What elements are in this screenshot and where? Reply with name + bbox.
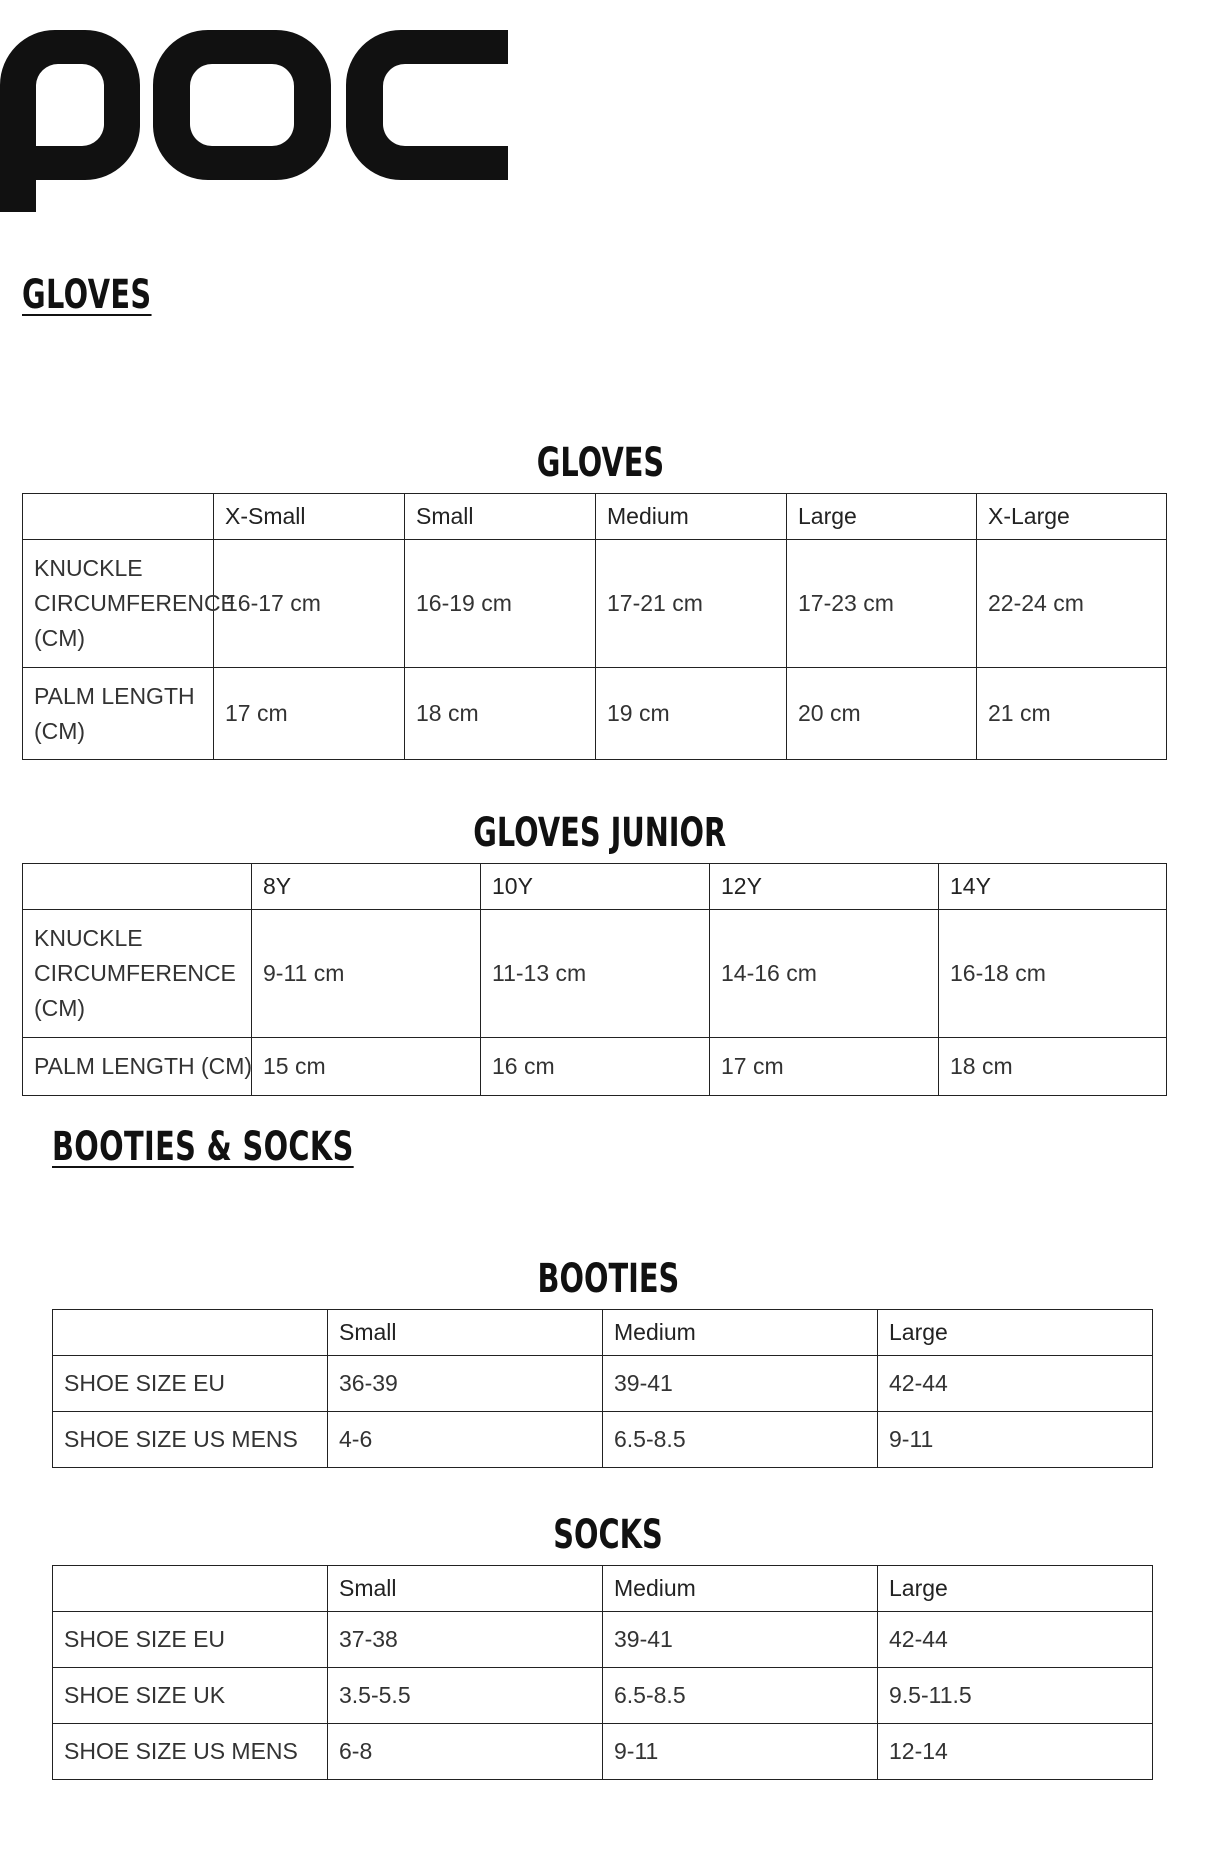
column-header: 14Y — [939, 864, 1167, 910]
gloves-size-table — [22, 493, 1167, 760]
table-row — [23, 540, 1167, 668]
table-cell: 9-11 — [603, 1724, 878, 1780]
section-heading-gloves: GLOVES — [22, 272, 152, 318]
column-header: X-Small — [214, 494, 405, 540]
column-header: Medium — [603, 1566, 878, 1612]
row-label: SHOE SIZE US MENS — [53, 1724, 328, 1780]
row-label: KNUCKLE CIRCUMFERENCE (CM) — [23, 540, 214, 668]
column-header: Large — [787, 494, 977, 540]
table-cell: 37-38 — [328, 1612, 603, 1668]
column-header: Medium — [596, 494, 787, 540]
table-title-gloves-junior-text: GLOVES JUNIOR — [473, 810, 727, 856]
table-cell: 6-8 — [328, 1724, 603, 1780]
row-label: PALM LENGTH (CM) — [23, 668, 214, 760]
header-empty-cell — [23, 494, 214, 540]
table-cell: 19 cm — [596, 668, 787, 760]
column-header: 12Y — [710, 864, 939, 910]
table-row — [53, 1668, 1153, 1724]
table-cell: 12-14 — [878, 1724, 1153, 1780]
column-header: 8Y — [252, 864, 481, 910]
table-cell: 6.5-8.5 — [603, 1668, 878, 1724]
table-cell: 17-23 cm — [787, 540, 977, 668]
header-empty-cell — [53, 1310, 328, 1356]
table-cell: 16 cm — [481, 1038, 710, 1096]
table-cell: 17-21 cm — [596, 540, 787, 668]
section-heading-booties-socks: BOOTIES & SOCKS — [52, 1124, 354, 1170]
table-header-row — [53, 1566, 1153, 1612]
table-cell: 14-16 cm — [710, 910, 939, 1038]
table-title-gloves-text: GLOVES — [536, 440, 664, 486]
table-title-socks-text: SOCKS — [553, 1512, 663, 1558]
table-title-gloves — [0, 440, 1200, 486]
column-header: Small — [328, 1566, 603, 1612]
table-cell: 6.5-8.5 — [603, 1412, 878, 1468]
table-header-row — [53, 1310, 1153, 1356]
table-cell: 21 cm — [977, 668, 1167, 760]
row-label: SHOE SIZE EU — [53, 1356, 328, 1412]
table-title-booties-text: BOOTIES — [537, 1256, 679, 1302]
table-row — [23, 668, 1167, 760]
table-row — [23, 910, 1167, 1038]
table-cell: 36-39 — [328, 1356, 603, 1412]
table-cell: 42-44 — [878, 1612, 1153, 1668]
table-cell: 18 cm — [939, 1038, 1167, 1096]
table-cell: 15 cm — [252, 1038, 481, 1096]
poc-logo — [0, 30, 520, 220]
table-header-row — [23, 864, 1167, 910]
column-header: Large — [878, 1310, 1153, 1356]
table-title-gloves-junior — [0, 810, 1200, 856]
column-header: Small — [405, 494, 596, 540]
row-label: KNUCKLE CIRCUMFERENCE (CM) — [23, 910, 252, 1038]
table-cell: 39-41 — [603, 1356, 878, 1412]
logo-letter-p — [0, 30, 140, 212]
table-row — [53, 1612, 1153, 1668]
table-cell: 9-11 cm — [252, 910, 481, 1038]
table-title-booties — [8, 1256, 1208, 1302]
header-empty-cell — [23, 864, 252, 910]
column-header: Small — [328, 1310, 603, 1356]
table-header-row — [23, 494, 1167, 540]
table-cell: 42-44 — [878, 1356, 1153, 1412]
table-cell: 16-18 cm — [939, 910, 1167, 1038]
table-cell: 39-41 — [603, 1612, 878, 1668]
table-cell: 18 cm — [405, 668, 596, 760]
table-row — [53, 1412, 1153, 1468]
booties-size-table — [52, 1309, 1153, 1468]
table-cell: 22-24 cm — [977, 540, 1167, 668]
table-cell: 9.5-11.5 — [878, 1668, 1153, 1724]
table-cell: 16-17 cm — [214, 540, 405, 668]
gloves-junior-size-table — [22, 863, 1167, 1096]
table-title-socks — [8, 1512, 1208, 1558]
table-row — [23, 1038, 1167, 1096]
table-row — [53, 1724, 1153, 1780]
row-label: SHOE SIZE EU — [53, 1612, 328, 1668]
table-cell: 20 cm — [787, 668, 977, 760]
table-cell: 4-6 — [328, 1412, 603, 1468]
column-header: Medium — [603, 1310, 878, 1356]
table-cell: 16-19 cm — [405, 540, 596, 668]
table-cell: 17 cm — [710, 1038, 939, 1096]
table-cell: 11-13 cm — [481, 910, 710, 1038]
table-cell: 9-11 — [878, 1412, 1153, 1468]
column-header: X-Large — [977, 494, 1167, 540]
table-row — [53, 1356, 1153, 1412]
row-label: SHOE SIZE UK — [53, 1668, 328, 1724]
row-label: PALM LENGTH (CM) — [23, 1038, 252, 1096]
column-header: Large — [878, 1566, 1153, 1612]
header-empty-cell — [53, 1566, 328, 1612]
logo-letter-c — [346, 30, 508, 180]
table-cell: 3.5-5.5 — [328, 1668, 603, 1724]
table-cell: 17 cm — [214, 668, 405, 760]
logo-letter-o — [153, 30, 331, 180]
column-header: 10Y — [481, 864, 710, 910]
socks-size-table — [52, 1565, 1153, 1780]
row-label: SHOE SIZE US MENS — [53, 1412, 328, 1468]
